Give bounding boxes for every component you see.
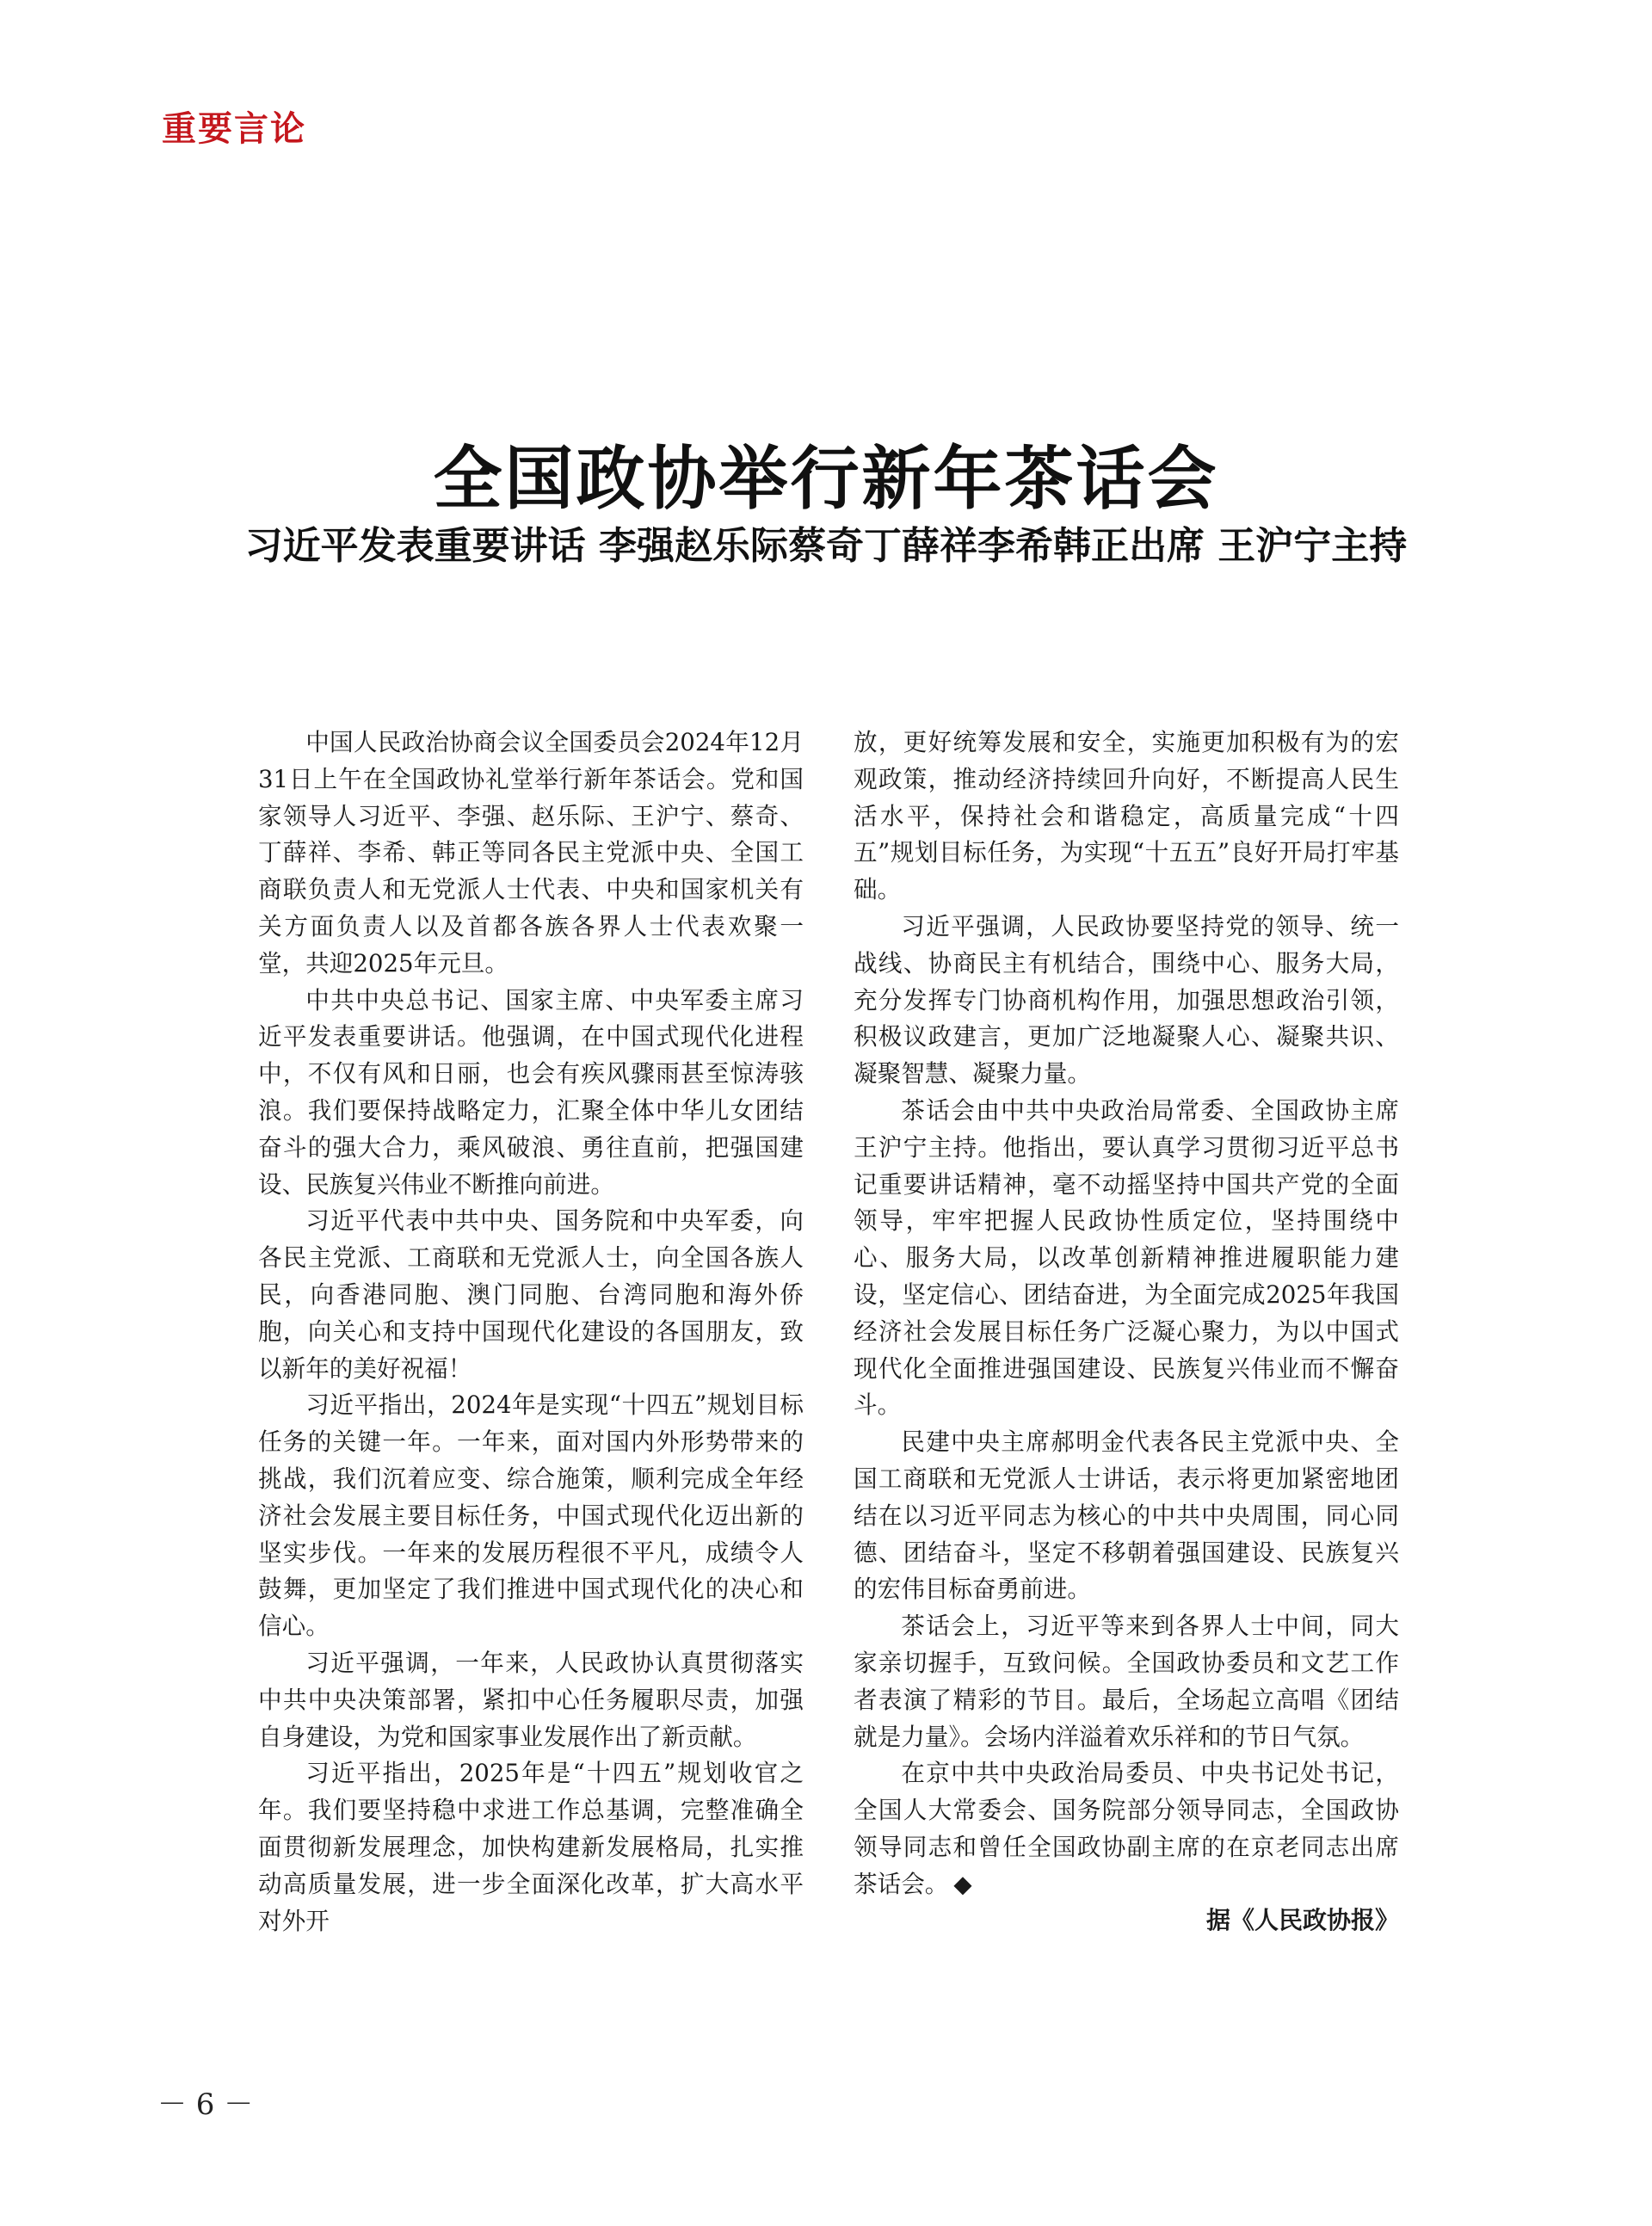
- paragraph-text: 在京中共中央政治局委员、中央书记处书记，全国人大常委会、国务院部分领导同志，全国政协领导同志和曾任全国政协副主席的在京老同志出席茶话会。: [854, 1759, 1399, 1898]
- right-column: [854, 725, 1399, 1903]
- end-mark-icon: ◆: [953, 1869, 972, 1898]
- article-subtitle: 习近平发表重要讲话 李强赵乐际蔡奇丁薛祥李希韩正出席 王沪宁主持: [244, 524, 1408, 568]
- paragraph: 中共中央总书记、国家主席、中央军委主席习近平发表重要讲话。他强调，在中国式现代化进程中，不仅有风和日丽，也会有疾风骤雨甚至惊涛骇浪。我们要保持战略定力，汇聚全体中华儿女团结奋斗的强大合力，乘风破浪、勇往直前，把强国建设、民族复兴伟业不断推向前进。: [258, 985, 804, 1199]
- article-title: 全国政协举行新年茶话会: [433, 439, 1219, 519]
- page-number: － 6 －: [157, 2087, 254, 2122]
- paragraph: 习近平代表中共中央、国务院和中央军委，向各民主党派、工商联和无党派人士，向全国各族人民，向香港同胞、澳门同胞、台湾同胞和海外侨胞，向关心和支持中国现代化建设的各国朋友，致以新年的美好祝福！: [258, 1206, 804, 1383]
- paragraph: 习近平指出，2024年是实现“十四五”规划目标任务的关键一年。一年来，面对国内外形势带来的挑战，我们沉着应变、综合施策，顺利完成全年经济社会发展主要目标任务，中国式现代化迈出新的坚实步伐。一年来的发展历程很不平凡，成绩令人鼓舞，更加坚定了我们推进中国式现代化的决心和信心。: [258, 1390, 804, 1641]
- section-label: 重要言论: [162, 109, 306, 149]
- left-column: [258, 725, 804, 1939]
- paragraph-continuation: 放，更好统筹发展和安全，实施更加积极有为的宏观政策，推动经济持续回升向好，不断提高人民生活水平，保持社会和谐稳定，高质量完成“十四五”规划目标任务，为实现“十五五”良好开局打牢基础。: [854, 728, 1399, 904]
- paragraph: 习近平强调，一年来，人民政协认真贯彻落实中共中央决策部署，紧扣中心任务履职尽责，加强自身建设，为党和国家事业发展作出了新贡献。: [258, 1648, 804, 1751]
- source-attribution: 据《人民政协报》: [1205, 1906, 1399, 1934]
- paragraph: 茶话会上，习近平等来到各界人士中间，同大家亲切握手，互致问候。全国政协委员和文艺工作者表演了精彩的节目。最后，全场起立高唱《团结就是力量》。会场内洋溢着欢乐祥和的节日气氛。: [854, 1612, 1399, 1751]
- paragraph: 茶话会由中共中央政治局常委、全国政协主席王沪宁主持。他指出，要认真学习贯彻习近平总书记重要讲话精神，毫不动摇坚持中国共产党的全面领导，牢牢把握人民政协性质定位，坚持围绕中心、服务大局，以改革创新精神推进履职能力建设，坚定信心、团结奋进，为全面完成2025年我国经济社会发展目标任务广泛凝心聚力，为以中国式现代化全面推进强国建设、民族复兴伟业而不懈奋斗。: [854, 1095, 1399, 1420]
- paragraph: 习近平强调，人民政协要坚持党的领导、统一战线、协商民主有机结合，围绕中心、服务大局，充分发挥专门协商机构作用，加强思想政治引领，积极议政建言，更加广泛地凝聚人心、凝聚共识、凝聚智慧、凝聚力量。: [854, 911, 1399, 1088]
- paragraph: 习近平指出，2025年是“十四五”规划收官之年。我们要坚持稳中求进工作总基调，完整准确全面贯彻新发展理念，加快构建新发展格局，扎实推动高质量发展，进一步全面深化改革，扩大高水平对外开: [258, 1759, 804, 1935]
- paragraph: 中国人民政治协商会议全国委员会2024年12月31日上午在全国政协礼堂举行新年茶话会。党和国家领导人习近平、李强、赵乐际、王沪宁、蔡奇、丁薛祥、李希、韩正等同各民主党派中央、全国工商联负责人和无党派人士代表、中央和国家机关有关方面负责人以及首都各族各界人士代表欢聚一堂，共迎2025年元旦。: [258, 728, 804, 977]
- paragraph-final: [854, 1755, 1399, 1902]
- paragraph: 民建中央主席郝明金代表各民主党派中央、全国工商联和无党派人士讲话，表示将更加紧密地团结在以习近平同志为核心的中共中央周围，同心同德、团结奋斗，坚定不移朝着强国建设、民族复兴的宏伟目标奋勇前进。: [854, 1427, 1399, 1604]
